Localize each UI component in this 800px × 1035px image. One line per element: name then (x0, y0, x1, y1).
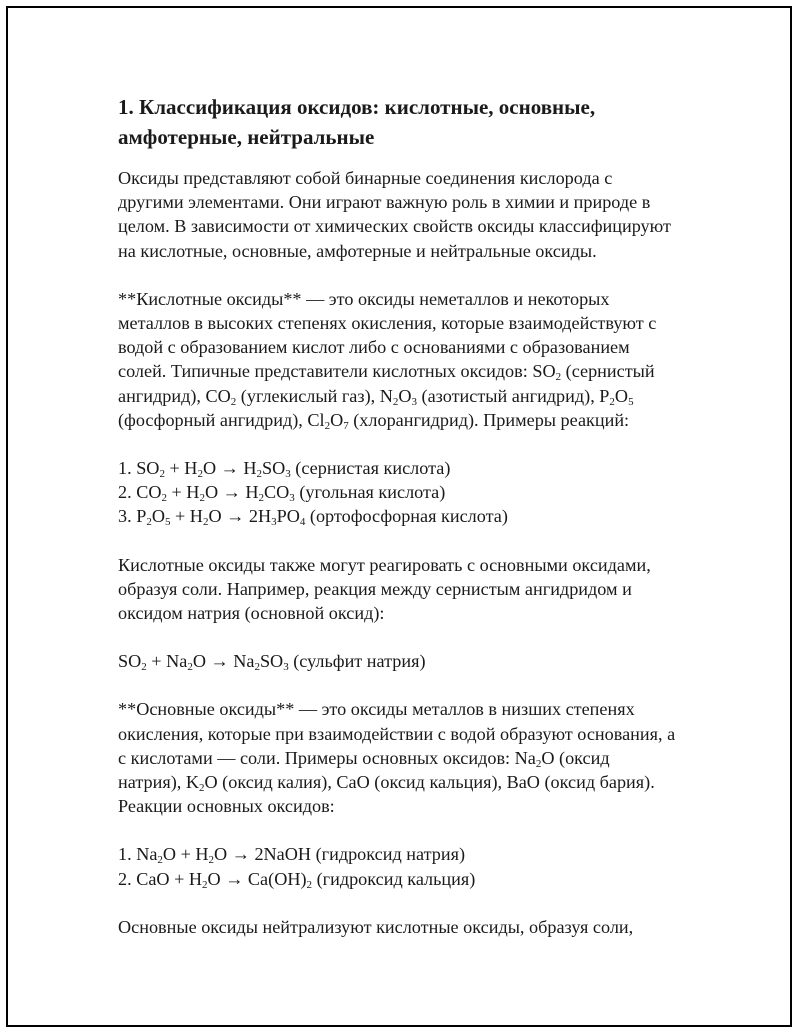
intro-paragraph (118, 166, 690, 263)
neutralization-paragraph (118, 915, 690, 939)
basic-reactions-list (118, 842, 690, 890)
text-line: **Кислотные оксиды** — это оксиды неметаллов и некоторых (118, 288, 610, 309)
text-line: с кислотами — соли. Примеры основных оксидов: $Na_2O$ (оксид (118, 747, 610, 770)
text-line: на кислотные, основные, амфотерные и нейтральные оксиды. (118, 240, 597, 261)
text-line: Основные оксиды нейтрализуют кислотные оксиды, образуя соли, (118, 916, 634, 937)
reaction-line: $SO_2 + Na_2O \to Na_2SO_3$ (сульфит натрия) (118, 651, 426, 674)
text-line: целом. В зависимости от химических свойств оксиды классифицируют (118, 216, 671, 237)
reaction-line: 1. $Na_2O + H_2O$ → 2NaOH (гидроксид натрия) (118, 844, 465, 867)
text-line: водой с образованием кислот либо с основаниями с образованием (118, 337, 630, 358)
text-line: оксидом натрия (основной оксид): (118, 603, 385, 624)
text-line: натрия), $K_2O$ (оксид калия), CaO (оксид кальция), BaO (оксид бария). (118, 772, 655, 795)
text-line: ангидрид), $CO_2$ (углекислый газ), $N_2O_3$ (азотистый ангидрид), $P_2O_5$ (118, 385, 634, 408)
acidic-oxides-paragraph (118, 287, 690, 432)
acidic-reactions-list (118, 456, 690, 529)
heading-line: амфотерные, нейтральные (118, 125, 375, 149)
text-line: металлов в высоких степенях окисления, которые взаимодействуют с (118, 313, 657, 334)
text-line: солей. Типичные представители кислотных оксидов: $SO_2$ (сернистый (118, 361, 655, 384)
text-line: Реакции основных оксидов: (118, 796, 335, 817)
document-body (118, 92, 690, 963)
text-line: **Основные оксиды** — это оксиды металлов в низших степенях (118, 699, 635, 720)
text-line: Кислотные оксиды также могут реагировать с основными оксидами, (118, 554, 651, 575)
sulfite-reaction (118, 649, 690, 673)
text-line: другими элементами. Они играют важную роль в химии и природе в (118, 192, 651, 213)
reaction-line: 1. $SO_2 + H_2O \to H_2SO_3$ (сернистая кислота) (118, 458, 451, 481)
reaction-line: 2. CaO + $H_2O \to Ca(OH)_2$ (гидроксид кальция) (118, 868, 476, 891)
section-heading (118, 92, 690, 152)
text-line: окисления, которые при взаимодействии с водой образуют основания, а (118, 723, 676, 744)
text-line: (фосфорный ангидрид), $Cl_2O_7$ (хлорангидрид). Примеры реакций: (118, 409, 630, 432)
basic-oxides-paragraph (118, 697, 690, 818)
text-line: образуя соли. Например, реакция между сернистым ангидридом и (118, 578, 632, 599)
text-line: Оксиды представляют собой бинарные соединения кислорода с (118, 168, 613, 188)
reaction-line: 2. $CO_2 + H_2O \to H_2CO_3$ (угольная кислота) (118, 482, 446, 505)
reaction-line: 3. $P_2O_5 + H_2O \to 2H_3PO_4$ (ортофосфорная кислота) (118, 506, 508, 529)
acidic-basic-paragraph (118, 553, 690, 626)
heading-line: 1. Классификация оксидов: кислотные, основные, (118, 95, 596, 119)
